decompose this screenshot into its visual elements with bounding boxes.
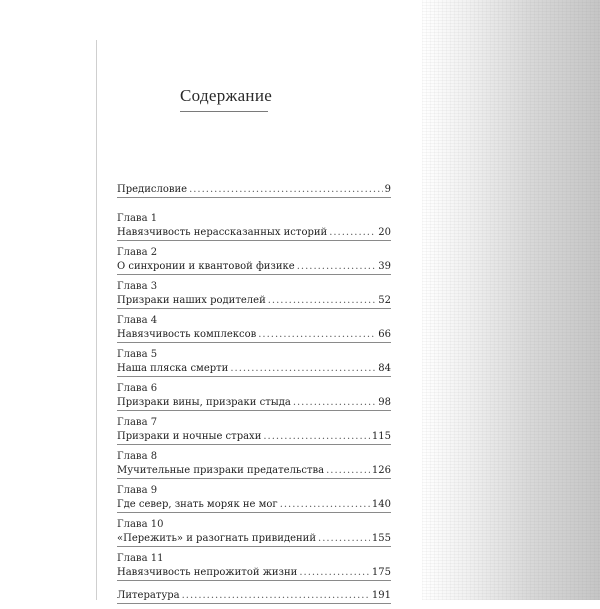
leader-dots (329, 226, 376, 240)
leader-dots (293, 396, 376, 410)
toc-line (117, 532, 391, 547)
chapter-label: Глава 3 (117, 281, 158, 292)
title-underline (180, 111, 268, 112)
chapter-label: Глава 10 (117, 519, 164, 530)
toc-page: 191 (371, 590, 391, 601)
leader-dots (326, 464, 370, 478)
toc-entry-chapter-4 (117, 314, 391, 343)
chapter-label: Глава 8 (117, 451, 158, 462)
leader-dots (268, 294, 377, 308)
toc-title: Навязчивость непрожитой жизни (117, 567, 298, 578)
toc-title: Предисловие (117, 184, 188, 195)
toc-page: 115 (371, 431, 391, 442)
toc-line (117, 294, 391, 309)
toc-page: 155 (371, 533, 391, 544)
toc-page: 20 (378, 227, 391, 238)
leader-dots (280, 498, 370, 512)
toc-title: Мучительные призраки предательства (117, 465, 325, 476)
toc-title: Наша пляска смерти (117, 363, 229, 374)
toc-title: О синхронии и квантовой физике (117, 261, 295, 272)
toc-title: Литература (117, 590, 180, 601)
toc-page: 9 (384, 184, 391, 195)
toc-line (117, 226, 391, 241)
chapter-label: Глава 11 (117, 553, 164, 564)
toc-page: 140 (371, 499, 391, 510)
leader-dots (189, 183, 383, 197)
chapter-label: Глава 9 (117, 485, 158, 496)
toc-line (117, 328, 391, 343)
chapter-label: Глава 1 (117, 213, 158, 224)
chapter-label: Глава 2 (117, 247, 158, 258)
toc-page: 98 (378, 397, 391, 408)
toc-entry-chapter-5 (117, 348, 391, 377)
toc-line (117, 430, 391, 445)
toc-entry-chapter-9 (117, 484, 391, 513)
toc-line (117, 396, 391, 411)
toc-entry-chapter-2 (117, 246, 391, 275)
toc-entry-literature (117, 589, 391, 604)
chapter-label: Глава 6 (117, 383, 158, 394)
chapter-label: Глава 4 (117, 315, 158, 326)
leader-dots (297, 260, 377, 274)
leader-dots (258, 328, 376, 342)
toc-line (117, 260, 391, 275)
table-of-contents (117, 183, 391, 609)
toc-entry-chapter-11 (117, 552, 391, 581)
toc-page: 175 (371, 567, 391, 578)
toc-title: Призраки и ночные страхи (117, 431, 262, 442)
toc-entry-preface (117, 183, 391, 198)
chapter-label: Глава 5 (117, 349, 158, 360)
page-title: Содержание (180, 86, 273, 105)
leader-dots (318, 532, 370, 546)
toc-title: Навязчивость нерассказанных историй (117, 227, 328, 238)
toc-entry-chapter-3 (117, 280, 391, 309)
toc-page: 52 (378, 295, 391, 306)
page-shadow (422, 0, 600, 600)
leader-dots (182, 589, 370, 603)
toc-entry-chapter-1 (117, 212, 391, 241)
chapter-label: Глава 7 (117, 417, 158, 428)
toc-title: «Пережить» и разогнать привидений (117, 533, 317, 544)
toc-title: Где север, знать моряк не мог (117, 499, 278, 510)
toc-entry-chapter-7 (117, 416, 391, 445)
toc-title: Призраки вины, призраки стыда (117, 397, 291, 408)
toc-page: 39 (378, 261, 391, 272)
toc-line (117, 362, 391, 377)
toc-entry-chapter-6 (117, 382, 391, 411)
leader-dots (299, 566, 370, 580)
toc-line (117, 498, 391, 513)
toc-entry-chapter-10 (117, 518, 391, 547)
toc-page: 126 (371, 465, 391, 476)
toc-line (117, 566, 391, 581)
toc-line (117, 464, 391, 479)
toc-page: 84 (378, 363, 391, 374)
leader-dots (230, 362, 376, 376)
toc-line (117, 589, 391, 604)
page-edge-line (96, 40, 97, 600)
toc-title: Навязчивость комплексов (117, 329, 257, 340)
toc-line (117, 183, 391, 198)
leader-dots (263, 430, 370, 444)
toc-page: 66 (378, 329, 391, 340)
toc-title: Призраки наших родителей (117, 295, 266, 306)
toc-entry-chapter-8 (117, 450, 391, 479)
